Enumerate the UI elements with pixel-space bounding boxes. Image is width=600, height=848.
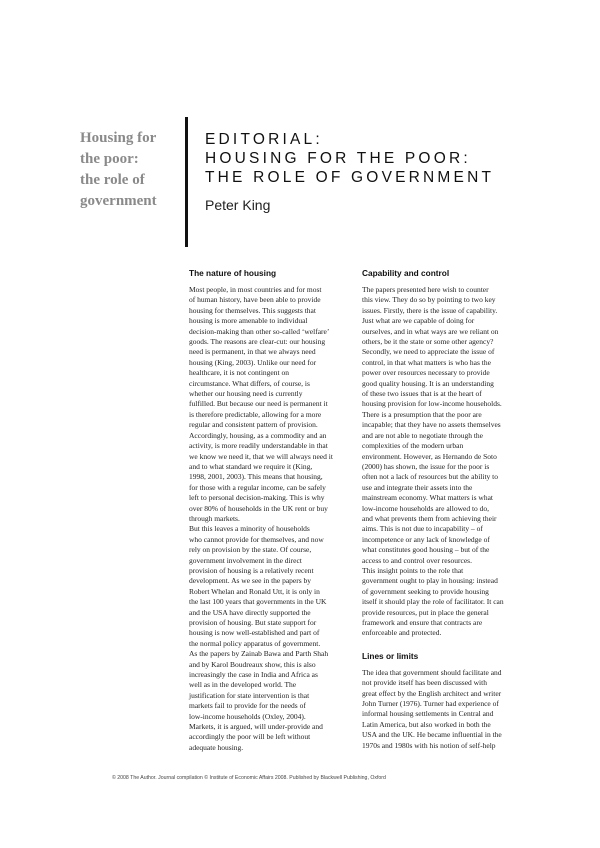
text-line: need is permanent, in that we always need [189, 347, 316, 357]
text-line: and what prevents them from achieving their [362, 513, 497, 523]
text-line: provide resources, put in place the general [362, 607, 489, 617]
text-line: housing for themselves. This suggests that [189, 305, 316, 315]
text-line: is therefore predictable, allowing for a more [189, 409, 322, 419]
title-line: EDITORIAL: [205, 131, 323, 148]
text-line: There is a presumption that the poor are [362, 409, 482, 419]
text-line: enforceable and protected. [362, 628, 442, 638]
text-line: Secondly, we need to appreciate the issue of [362, 347, 495, 357]
text-line: the normal policy apparatus of government. [189, 638, 321, 648]
text-line: activity, is more readily understandable in that [189, 441, 328, 451]
editorial-title [205, 130, 525, 187]
vertical-rule [185, 117, 188, 247]
text-line: increasingly the case in India and Africa as [189, 670, 318, 680]
side-title-line: the role of [80, 172, 145, 188]
text-line: Most people, in most countries and for most [189, 285, 322, 294]
text-line: healthcare, it is not contingent on [189, 368, 289, 378]
text-line: control, in that what matters is who has the [362, 357, 491, 367]
text-line: John Turner (1976). Turner had experience of [362, 699, 499, 709]
text-line: 1970s and 1980s with his notion of self-help [362, 740, 496, 750]
text-line: regular and consistent pattern of provision. [189, 420, 318, 430]
text-line: Latin America, but also worked in both the [362, 719, 491, 729]
text-line: Just what are we capable of doing for [362, 316, 475, 326]
text-line: ourselves, and in what ways are we reliant on [362, 326, 499, 336]
text-line: over 80% of households in the UK rent or buy [189, 503, 328, 513]
text-line: aims. This is not due to incapability – of [362, 524, 483, 534]
text-line: (2000) has shown, the issue for the poor is [362, 461, 490, 471]
text-line: environment. However, as Hernando de Soto [362, 451, 497, 461]
text-line: adequate housing. [189, 742, 244, 752]
text-line: great effect by the English architect and writer [362, 688, 502, 698]
text-line: goods. The reasons are clear-cut: our housing [189, 337, 326, 347]
text-line: whether our housing need is currently [189, 389, 303, 399]
text-line: markets fail to provide for the needs of [189, 701, 306, 711]
copyright-footer: © 2008 The Author. Journal compilation © Institute of Economic Affairs 2008. Published by Blackwell Publishing, Oxford [112, 775, 386, 781]
section-heading-2: Lines or limits [362, 650, 419, 661]
text-line: As the papers by Zainab Bawa and Parth Shah [189, 649, 329, 659]
right-column-body-2 [362, 668, 528, 751]
text-line: through markets. [189, 513, 240, 523]
text-line: rely on provision by the state. Of course, [189, 545, 312, 555]
side-title-line: Housing for [80, 130, 157, 146]
left-column-body [189, 285, 355, 753]
text-line: low-income households (Oxley, 2004). [189, 711, 306, 721]
text-line: this view. They do so by pointing to two key [362, 295, 496, 305]
text-line: housing provision for low-income households. [362, 399, 502, 409]
text-line: well as in the developed world. The [189, 680, 297, 690]
text-line: others, be it the state or some other agency? [362, 337, 494, 347]
text-line: incompetence or any lack of knowledge of [362, 534, 490, 544]
right-column [362, 268, 528, 751]
text-line: what constitutes good housing – but of the [362, 545, 490, 555]
text-line: government ought to play in housing: instead [362, 576, 498, 586]
text-line: power over resources necessary to provide [362, 368, 490, 378]
side-title-line: government [80, 193, 157, 209]
text-line: provision of housing is a relatively recent [189, 565, 314, 575]
text-line: low-income households are allowed to do, [362, 503, 490, 513]
text-line: circumstance. What differs, of course, is [189, 378, 310, 388]
text-line: not provide itself has been discussed with [362, 678, 487, 688]
text-line: But this leaves a minority of households [189, 524, 310, 534]
text-line: issues. Firstly, there is the issue of capability. [362, 305, 498, 315]
text-line: provision of housing. But state support for [189, 618, 317, 627]
text-line: framework and ensure that contracts are [362, 618, 483, 627]
text-line: incapable; that they have no assets themselves [362, 420, 501, 430]
side-title [80, 128, 180, 212]
text-line: the last 100 years that governments in the UK [189, 597, 327, 607]
text-line: housing is now well-established and part of [189, 628, 320, 638]
text-line: housing (King, 2003). Unlike our need for [189, 357, 317, 367]
side-title-line: the poor: [80, 151, 139, 167]
text-line: Accordingly, housing, as a commodity and an [189, 430, 327, 440]
text-line: justification for state intervention is that [189, 690, 310, 700]
text-line: for those with a regular income, can be safely [189, 482, 326, 492]
text-line: and by Karol Boudreaux show, this is also [189, 659, 316, 669]
text-line: development. As we see in the papers by [189, 576, 312, 586]
text-line: housing is more amenable to individual [189, 316, 308, 326]
text-line: The idea that government should facilitate and [362, 667, 502, 677]
text-line: government involvement in the direct [189, 555, 302, 565]
text-line: who cannot provide for themselves, and now [189, 534, 324, 544]
section-heading: The nature of housing [189, 268, 277, 278]
text-line: The papers presented here wish to counter [362, 285, 489, 294]
text-line: and the USA have directly supported the [189, 607, 311, 617]
text-line: often not a lack of resources but the ability to [362, 472, 498, 482]
text-line: itself it should play the role of facilitator. It can [362, 597, 504, 607]
section-heading: Capability and control [362, 268, 450, 278]
text-line: informal housing settlements in Central and [362, 709, 494, 719]
text-line: of government seeking to provide housing [362, 586, 489, 596]
text-line: This insight points to the role that [362, 565, 464, 575]
text-line: and are not able to negotiate through the [362, 430, 483, 440]
text-line: good quality housing. It is an understanding [362, 378, 494, 388]
author-name: Peter King [205, 197, 271, 213]
text-line: accordingly the poor will be left without [189, 732, 311, 742]
text-line: of these two issues that is at the heart of [362, 389, 482, 399]
text-line: Markets, it is argued, will under-provide and [189, 722, 323, 732]
text-line: access to and control over resources. [362, 555, 472, 565]
text-line: USA and the UK. He became influential in the [362, 730, 502, 740]
text-line: we know we need it, that we will always need it [189, 451, 333, 461]
text-line: 1998, 2001, 2003). This means that housing, [189, 472, 323, 482]
text-line: use and integrate their assets into the [362, 482, 473, 492]
title-line: HOUSING FOR THE POOR: [205, 150, 471, 167]
title-line: THE ROLE OF GOVERNMENT [205, 169, 495, 186]
text-line: of human history, have been able to provide [189, 295, 321, 305]
text-line: left to personal decision-making. This is why [189, 493, 325, 503]
text-line: Robert Whelan and Ronald Utt, it is only in [189, 586, 320, 596]
text-line: decision-making than other so-called ‘welfare’ [189, 326, 330, 336]
text-line: and to what standard we require it (King, [189, 461, 313, 471]
right-column-body-1 [362, 285, 528, 639]
text-line: fulfilled. But because our need is permanent it [189, 399, 328, 409]
left-column [189, 268, 355, 753]
text-line: mainstream economy. What matters is what [362, 493, 494, 503]
text-line: complexities of the modern urban [362, 441, 464, 451]
